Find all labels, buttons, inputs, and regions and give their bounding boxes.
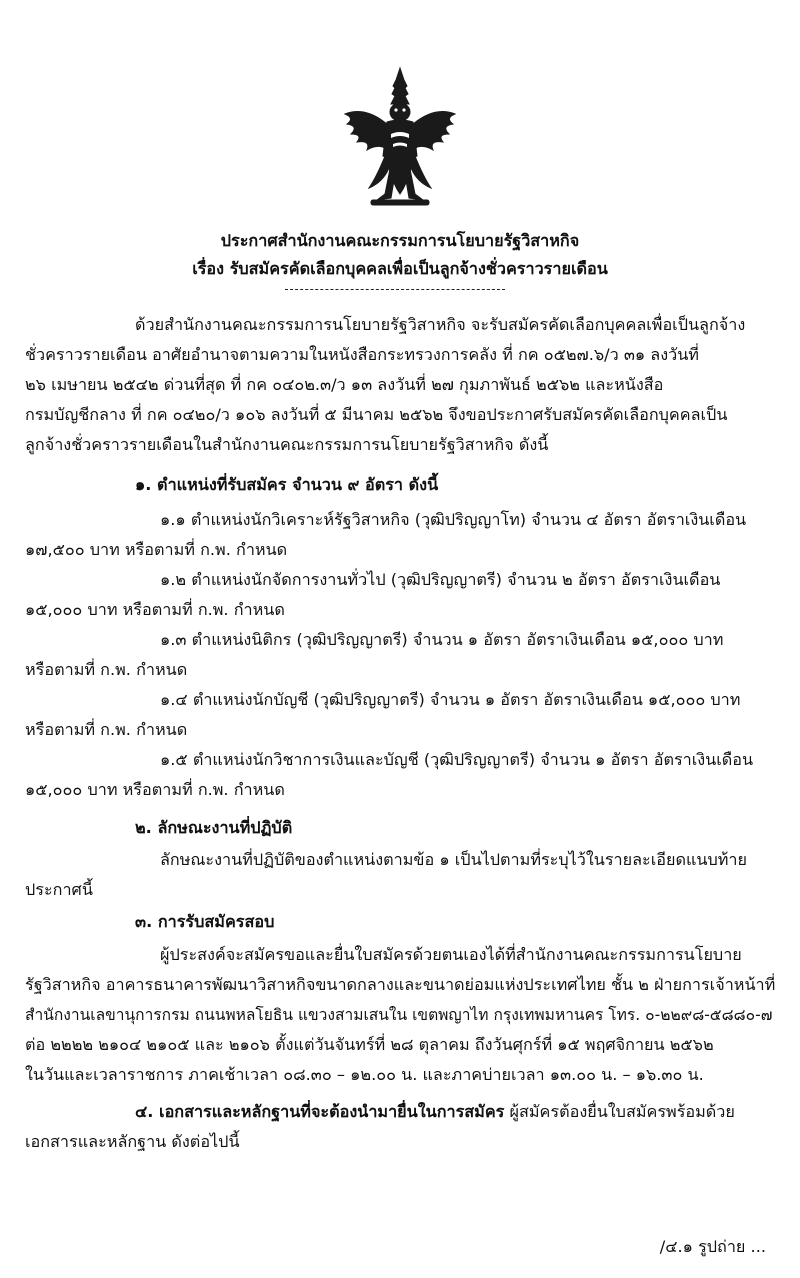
section-2-heading: ๒. ลักษณะงานที่ปฏิบัติ (135, 818, 293, 837)
position-item-salary: หรือตามที่ ก.พ. กำหนด (25, 660, 188, 679)
section-4-line (135, 1102, 735, 1122)
position-item-salary: ๑๗,๕๐๐ บาท หรือตามที่ ก.พ. กำหนด (25, 540, 288, 559)
garuda-emblem-icon (325, 64, 475, 214)
announcement-subject: เรื่อง รับสมัครคัดเลือกบุคคลเพื่อเป็นลูกจ้างชั่วคราวรายเดือน (192, 259, 608, 278)
page-continuation: /๔.๑ รูปถ่าย ... (659, 1237, 766, 1256)
section-3-heading: ๓. การรับสมัครสอบ (135, 912, 275, 931)
announcement-title: ประกาศสำนักงานคณะกรรมการนโยบายรัฐวิสาหกิจ (220, 231, 580, 250)
section-2-line: ลักษณะงานที่ปฏิบัติของตำแหน่งตามข้อ ๑ เป็นไปตามที่ระบุไว้ในรายละเอียดแนบท้าย (160, 850, 748, 869)
position-item: ๑.๑ ตำแหน่งนักวิเคราะห์รัฐวิสาหกิจ (วุฒิปริญญาโท) จำนวน ๔ อัตรา อัตราเงินเดือน (160, 510, 747, 529)
intro-line: ชั่วคราวรายเดือน อาศัยอำนาจตามความในหนังสือกระทรวงการคลัง ที่ กค ๐๕๒๗.๖/ว ๓๑ ลงวันที่ (25, 345, 699, 364)
intro-line: ๒๖ เมษายน ๒๕๔๒ ด่วนที่สุด ที่ กค ๐๔๐๒.๓/ว ๑๓ ลงวันที่ ๒๗ กุมภาพันธ์ ๒๕๖๒ และหนังสือ (25, 375, 664, 394)
section-1-heading: ๑. ตำแหน่งที่รับสมัคร จำนวน ๙ อัตรา ดังนี้ (135, 475, 439, 494)
title-divider (285, 289, 505, 290)
section-4-heading: ๔. เอกสารและหลักฐานที่จะต้องนำมายื่นในการสมัคร (135, 1102, 505, 1121)
section-2-line: ประกาศนี้ (25, 880, 93, 899)
position-item-salary: ๑๕,๐๐๐ บาท หรือตามที่ ก.พ. กำหนด (25, 600, 285, 619)
section-3-line: ในวันและเวลาราชการ ภาคเช้าเวลา ๐๘.๓๐ – ๑๒.๐๐ น. และภาคบ่ายเวลา ๑๓.๐๐ น. – ๑๖.๓๐ น. (25, 1065, 704, 1084)
section-4-intro: ผู้สมัครต้องยื่นใบสมัครพร้อมด้วย (504, 1102, 735, 1121)
intro-line: กรมบัญชีกลาง ที่ กค ๐๔๒๐/ว ๑๐๖ ลงวันที่ ๕ มีนาคม ๒๕๖๒ จึงขอประกาศรับสมัครคัดเลือกบุคคลเป็น (25, 405, 728, 424)
position-item: ๑.๔ ตำแหน่งนักบัญชี (วุฒิปริญญาตรี) จำนวน ๑ อัตรา อัตราเงินเดือน ๑๕,๐๐๐ บาท (160, 690, 741, 709)
intro-line: ลูกจ้างชั่วคราวรายเดือนในสำนักงานคณะกรรมการนโยบายรัฐวิสาหกิจ ดังนี้ (25, 435, 549, 454)
position-item: ๑.๒ ตำแหน่งนักจัดการงานทั่วไป (วุฒิปริญญาตรี) จำนวน ๒ อัตรา อัตราเงินเดือน (160, 570, 721, 589)
position-item: ๑.๕ ตำแหน่งนักวิชาการเงินและบัญชี (วุฒิปริญญาตรี) จำนวน ๑ อัตรา อัตราเงินเดือน (160, 750, 754, 769)
section-3-line: ต่อ ๒๒๒๒ ๒๑๐๔ ๒๑๐๕ และ ๒๑๐๖ ตั้งแต่วันจันทร์ที่ ๒๘ ตุลาคม ถึงวันศุกร์ที่ ๑๕ พฤศจิกายน ๒๕๖๒ (25, 1035, 714, 1054)
section-3-line: สำนักงานเลขานุการกรม ถนนพหลโยธิน แขวงสามเสนใน เขตพญาไท กรุงเทพมหานคร โทร. ๐-๒๒๙๘-๕๘๘๐-๗ (25, 1006, 773, 1024)
position-item-salary: หรือตามที่ ก.พ. กำหนด (25, 720, 188, 739)
section-4-line: เอกสารและหลักฐาน ดังต่อไปนี้ (25, 1132, 240, 1151)
section-3-line: ผู้ประสงค์จะสมัครขอและยื่นใบสมัครด้วยตนเองได้ที่สำนักงานคณะกรรมการนโยบาย (160, 945, 742, 964)
position-item: ๑.๓ ตำแหน่งนิติกร (วุฒิปริญญาตรี) จำนวน ๑ อัตรา อัตราเงินเดือน ๑๕,๐๐๐ บาท (160, 630, 724, 649)
intro-line: ด้วยสำนักงานคณะกรรมการนโยบายรัฐวิสาหกิจ จะรับสมัครคัดเลือกบุคคลเพื่อเป็นลูกจ้าง (135, 315, 746, 334)
section-3-line: รัฐวิสาหกิจ อาคารธนาคารพัฒนาวิสาหกิจขนาดกลางและขนาดย่อมแห่งประเทศไทย ชั้น ๒ ฝ่ายการเจ้าหน้าที่ (25, 975, 776, 994)
position-item-salary: ๑๕,๐๐๐ บาท หรือตามที่ ก.พ. กำหนด (25, 780, 285, 799)
